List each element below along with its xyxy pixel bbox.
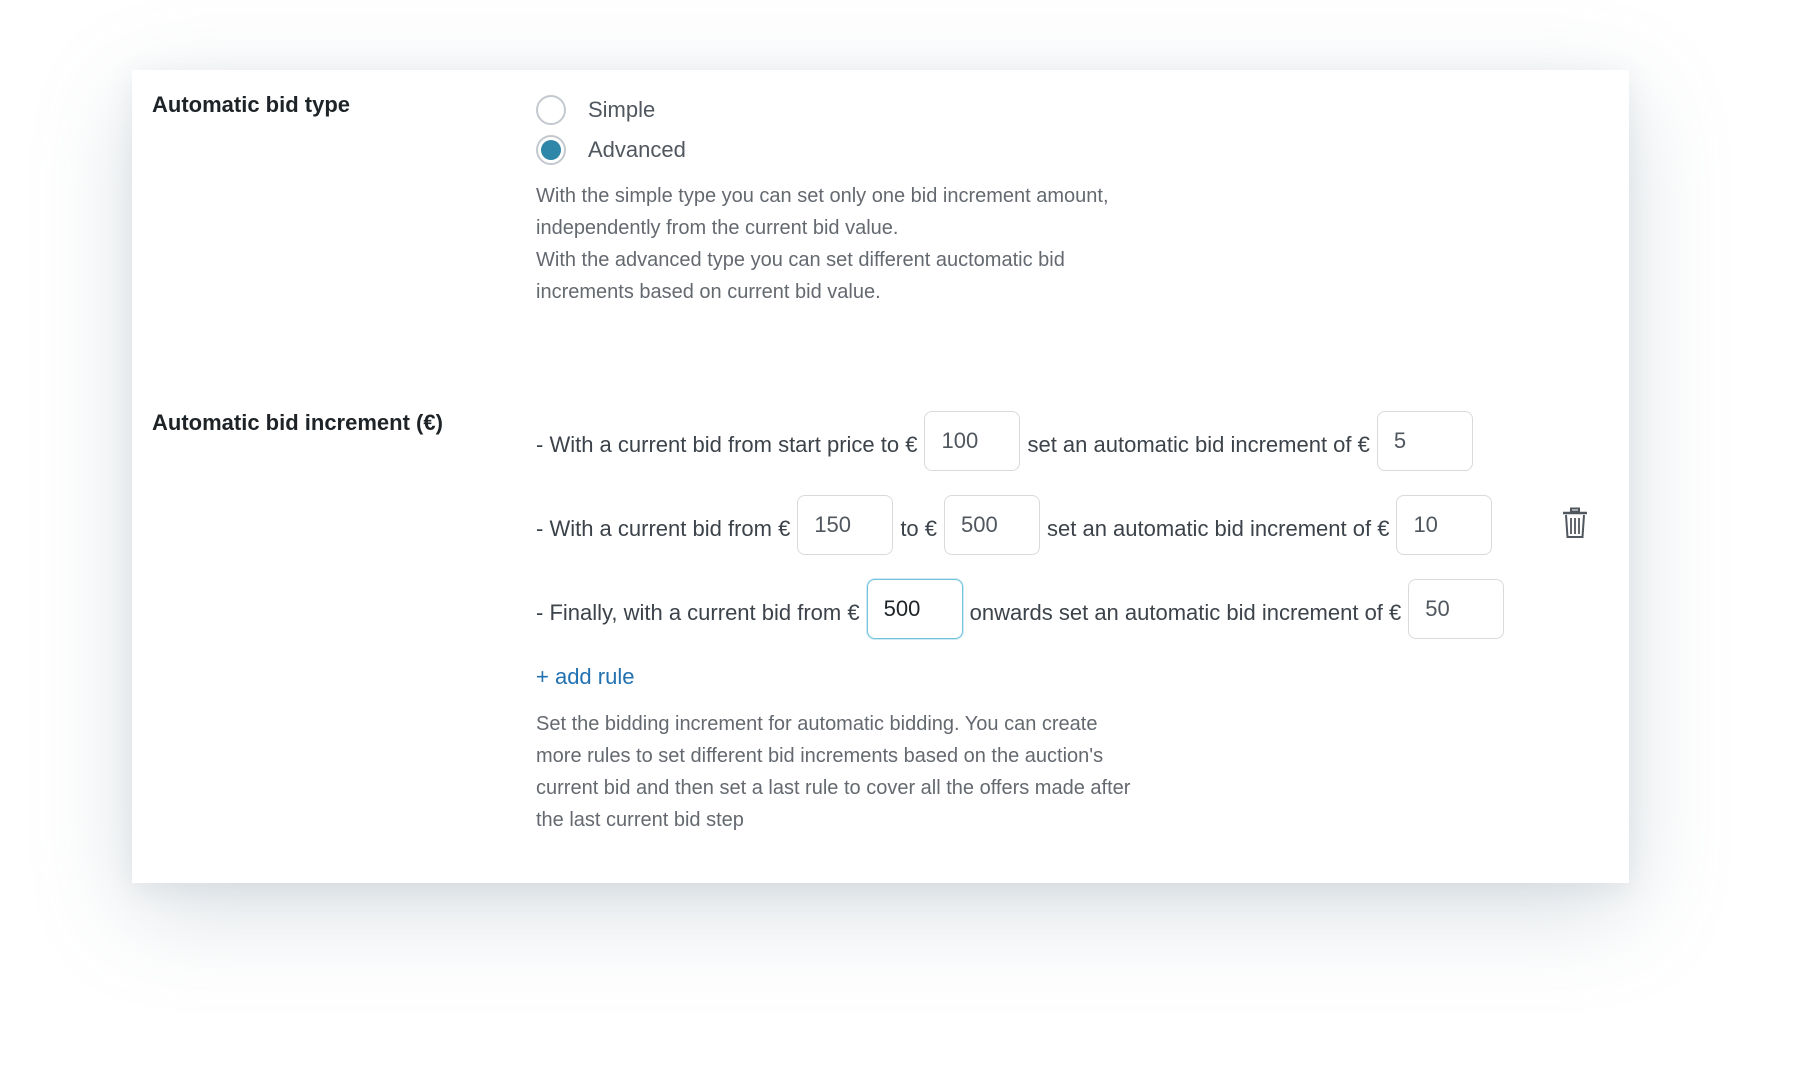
advanced-radio[interactable] [536, 135, 566, 165]
trash-icon[interactable] [1562, 507, 1588, 539]
rule3-increment-input[interactable] [1408, 579, 1504, 639]
simple-radio[interactable] [536, 95, 566, 125]
bid-increment-description [536, 708, 1130, 836]
rule1-increment-input[interactable] [1377, 411, 1473, 471]
rule1-text-mid: set an automatic bid increment of € [1027, 432, 1370, 457]
radio-option-advanced[interactable] [536, 133, 686, 167]
rule3-from-input[interactable] [867, 579, 963, 639]
rule3-text-mid: onwards set an automatic bid increment of € [969, 600, 1402, 625]
bid-type-label: Automatic bid type [152, 92, 351, 117]
radio-selected-dot [541, 140, 561, 160]
simple-radio-label[interactable]: Simple [588, 97, 656, 122]
bid-increment-desc-line: more rules to set different bid increments based on the auction's [536, 745, 1104, 767]
bid-type-desc-line: With the simple type you can set only one bid increment amount, [536, 185, 1109, 207]
settings-panel [132, 70, 1629, 883]
advanced-radio-label[interactable]: Advanced [588, 137, 686, 162]
rule2-from-input[interactable] [797, 495, 893, 555]
rule1-to-input[interactable] [924, 411, 1020, 471]
bid-type-description [536, 180, 1109, 308]
delete-rule-button[interactable] [1562, 507, 1588, 539]
rule1-text-start: - With a current bid from start price to € [536, 432, 918, 457]
radio-option-simple[interactable] [536, 93, 655, 127]
bid-type-desc-line: With the advanced type you can set different auctomatic bid [536, 249, 1065, 271]
rule2-increment-input[interactable] [1396, 495, 1492, 555]
add-rule-link[interactable]: + add rule [536, 664, 635, 689]
bid-increment-desc-line: Set the bidding increment for automatic bidding. You can create [536, 713, 1098, 735]
rule2-text-mid: set an automatic bid increment of € [1047, 516, 1390, 541]
bid-type-desc-line: increments based on current bid value. [536, 281, 881, 303]
rule-row-1 [536, 411, 1480, 471]
rule2-text-start: - With a current bid from € [536, 516, 791, 541]
rule3-text-start: - Finally, with a current bid from € [536, 600, 860, 625]
bid-type-desc-line: independently from the current bid value. [536, 217, 899, 239]
bid-increment-desc-line: the last current bid step [536, 809, 744, 831]
rule2-to-input[interactable] [944, 495, 1040, 555]
bid-increment-desc-line: current bid and then set a last rule to cover all the offers made after [536, 777, 1131, 799]
bid-increment-label: Automatic bid increment (€) [152, 410, 443, 435]
rule-row-3 [536, 579, 1511, 639]
rule-row-2 [536, 495, 1499, 555]
rule2-text-to: to € [900, 516, 938, 541]
